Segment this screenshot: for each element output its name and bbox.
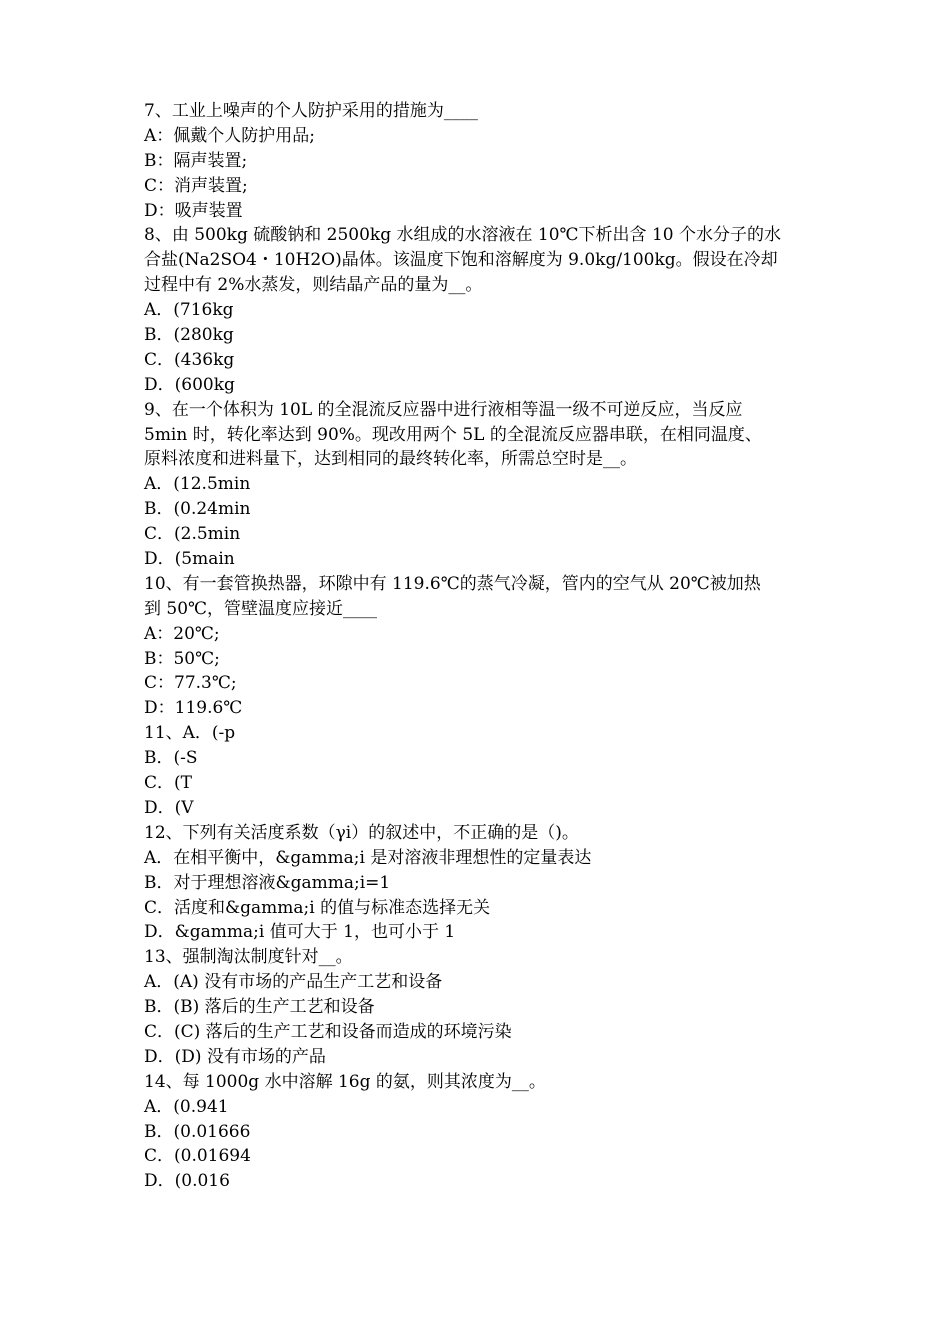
text-line: B：50℃;: [144, 648, 220, 669]
text-line: C．活度和&gamma;i 的值与标准态选择无关: [144, 897, 491, 918]
text-line: A：20℃;: [144, 623, 220, 644]
text-line: 14、每 1000g 水中溶解 16g 的氨，则其浓度为__。: [144, 1071, 546, 1092]
text-line: B．(0.01666: [144, 1121, 251, 1142]
text-line: 8、由 500kg 硫酸钠和 2500kg 水组成的水溶液在 10℃下析出含 10 个水分子的水: [144, 225, 782, 246]
text-line: C．(2.5min: [144, 524, 241, 545]
text-line: B．(0.24min: [144, 499, 251, 520]
text-line: 原料浓度和进料量下，达到相同的最终转化率，所需总空时是__。: [144, 449, 637, 470]
text-line: 过程中有 2%水蒸发，则结晶产品的量为__。: [144, 275, 483, 296]
text-line: A：佩戴个人防护用品;: [144, 125, 316, 146]
text-line: D．(0.016: [144, 1171, 230, 1192]
text-line: D．(5main: [144, 549, 235, 570]
text-line: C：77.3℃;: [144, 673, 237, 694]
text-line: D：119.6℃: [144, 698, 243, 719]
text-line: B．(B) 落后的生产工艺和设备: [144, 997, 375, 1018]
text-line: C．(0.01694: [144, 1146, 251, 1167]
text-line: 13、强制淘汰制度针对__。: [144, 947, 353, 968]
text-line: B：隔声装置;: [144, 150, 248, 171]
text-line: D．&gamma;i 值可大于 1，也可小于 1: [144, 922, 456, 943]
text-line: 12、下列有关活度系数（γi）的叙述中，不正确的是（)。: [144, 822, 579, 843]
text-line: 9、在一个体积为 10L 的全混流反应器中进行液相等温一级不可逆反应，当反应: [144, 399, 743, 420]
text-line: 到 50℃，管壁温度应接近____: [144, 598, 378, 619]
text-line: B．(-S: [144, 748, 198, 769]
text-line: B．对于理想溶液&gamma;i=1: [144, 872, 391, 893]
text-line: 合盐(Na2SO4・10H2O)晶体。该温度下饱和溶解度为 9.0kg/100kg。假设在冷却: [144, 250, 778, 271]
text-line: 11、A．(-p: [144, 723, 236, 744]
text-line: C：消声装置;: [144, 175, 248, 196]
text-line: D．(V: [144, 797, 194, 818]
text-line: 7、工业上噪声的个人防护采用的措施为____: [144, 101, 478, 121]
text-line: A．(A) 没有市场的产品生产工艺和设备: [144, 972, 443, 993]
text-line: 5min 时，转化率达到 90%。现改用两个 5L 的全混流反应器串联，在相同温度、: [144, 424, 762, 445]
text-line: 10、有一套管换热器，环隙中有 119.6℃的蒸气冷凝，管内的空气从 20℃被加热: [144, 573, 761, 594]
text-line: D．(D) 没有市场的产品: [144, 1046, 326, 1067]
text-line: D．(600kg: [144, 374, 235, 395]
text-line: C．(T: [144, 773, 192, 794]
text-line: B．(280kg: [144, 325, 234, 346]
question-text-block: [144, 99, 814, 1194]
text-line: A．(716kg: [144, 300, 234, 321]
text-line: A．(12.5min: [144, 474, 251, 495]
text-line: C．(436kg: [144, 349, 235, 370]
text-line: D：吸声装置: [144, 200, 243, 221]
text-line: A．(0.941: [144, 1096, 229, 1117]
text-line: C．(C) 落后的生产工艺和设备而造成的环境污染: [144, 1021, 512, 1042]
text-line: A．在相平衡中，&gamma;i 是对溶液非理想性的定量表达: [144, 847, 592, 868]
